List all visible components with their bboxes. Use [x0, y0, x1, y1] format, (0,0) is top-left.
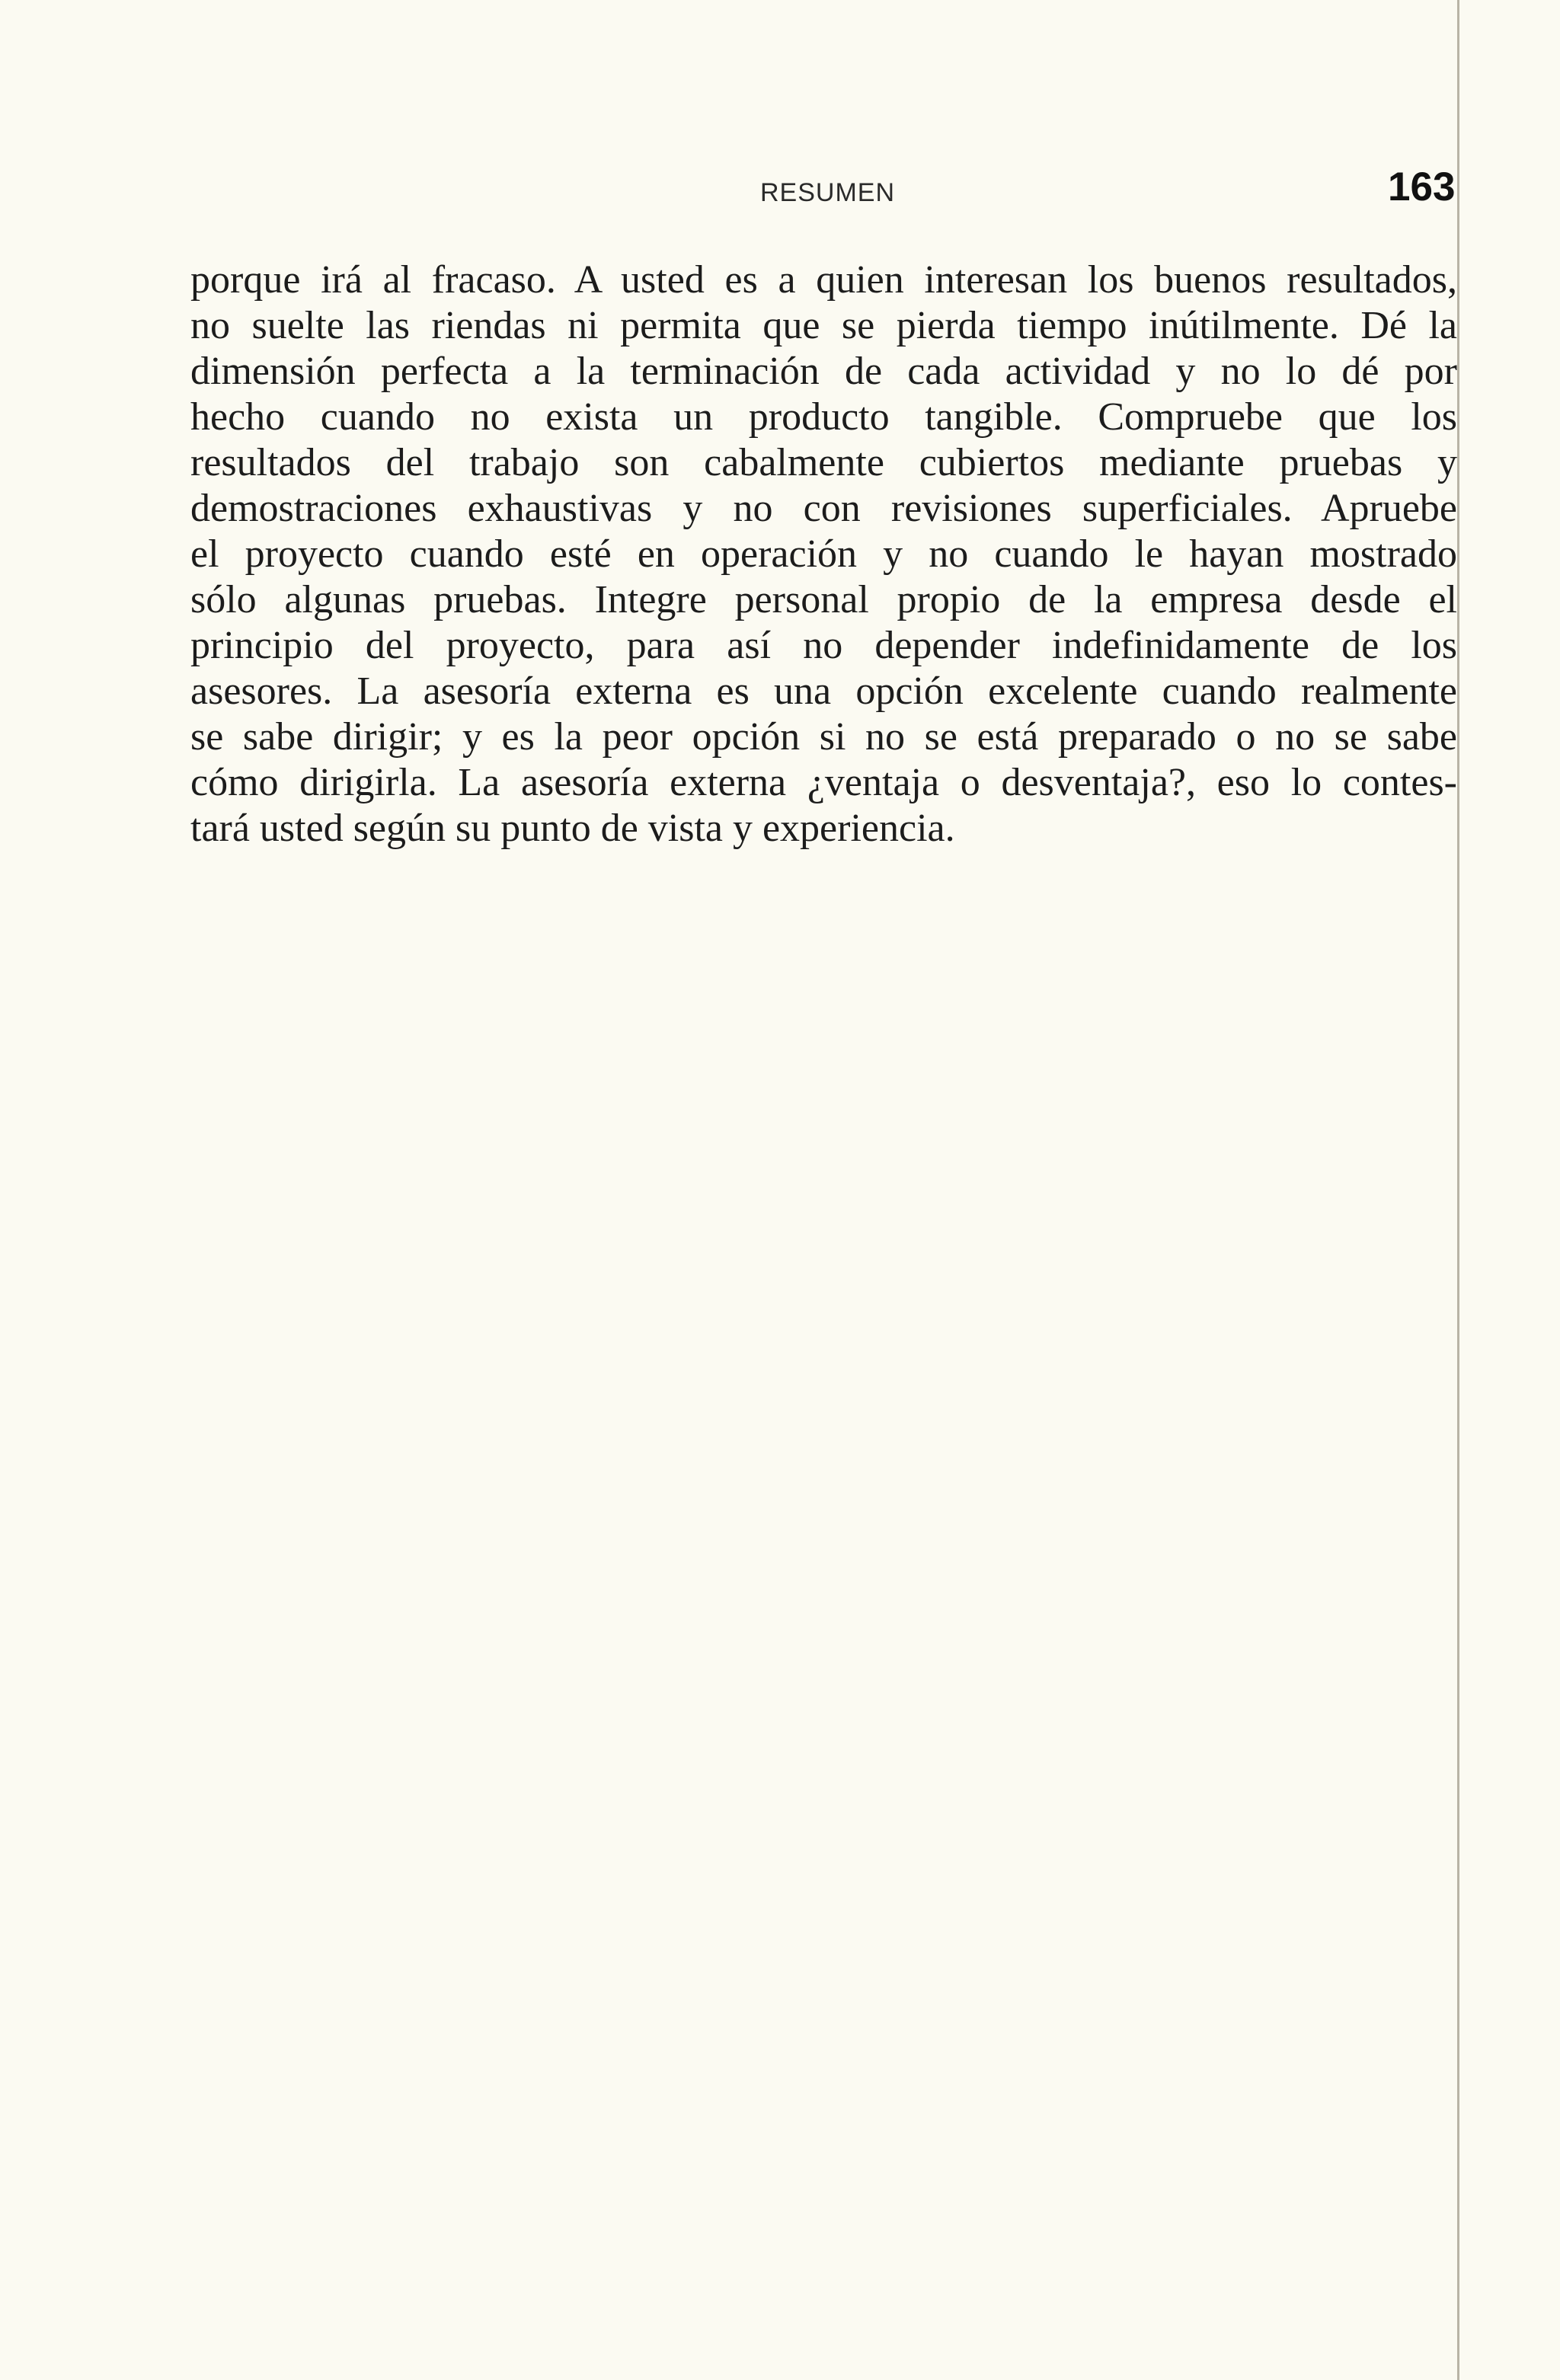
body-paragraph [190, 257, 1457, 851]
text-line: asesores. La asesoría externa es una opción excelente cuando realmente [190, 669, 1457, 713]
text-line: porque irá al fracaso. A usted es a quien interesan los buenos resultados, [190, 258, 1457, 302]
text-line: demostraciones exhaustivas y no con revisiones superficiales. Apruebe [190, 487, 1457, 530]
text-line: cómo dirigirla. La asesoría externa ¿ventaja o desventaja?, eso lo contes- [190, 761, 1457, 804]
text-line: resultados del trabajo son cabalmente cubiertos mediante pruebas y [190, 441, 1457, 484]
text-line: principio del proyecto, para así no depender indefinidamente de los [190, 624, 1457, 667]
text-line: sólo algunas pruebas. Integre personal propio de la empresa desde el [190, 578, 1457, 621]
text-line: dimensión perfecta a la terminación de cada actividad y no lo dé por [190, 350, 1457, 393]
text-line: no suelte las riendas ni permita que se pierda tiempo inútilmente. Dé la [190, 304, 1457, 347]
text-line: hecho cuando no exista un producto tangible. Compruebe que los [190, 395, 1457, 439]
running-head: RESUMEN [760, 178, 896, 207]
text-line: se sabe dirigir; y es la peor opción si no se está preparado o no se sabe [190, 715, 1457, 759]
text-line: tará usted según su punto de vista y experiencia. [190, 807, 955, 850]
text-line: el proyecto cuando esté en operación y no cuando le hayan mostrado [190, 532, 1457, 576]
page-edge-rule [1457, 0, 1459, 2380]
page-number: 163 [1388, 165, 1456, 209]
